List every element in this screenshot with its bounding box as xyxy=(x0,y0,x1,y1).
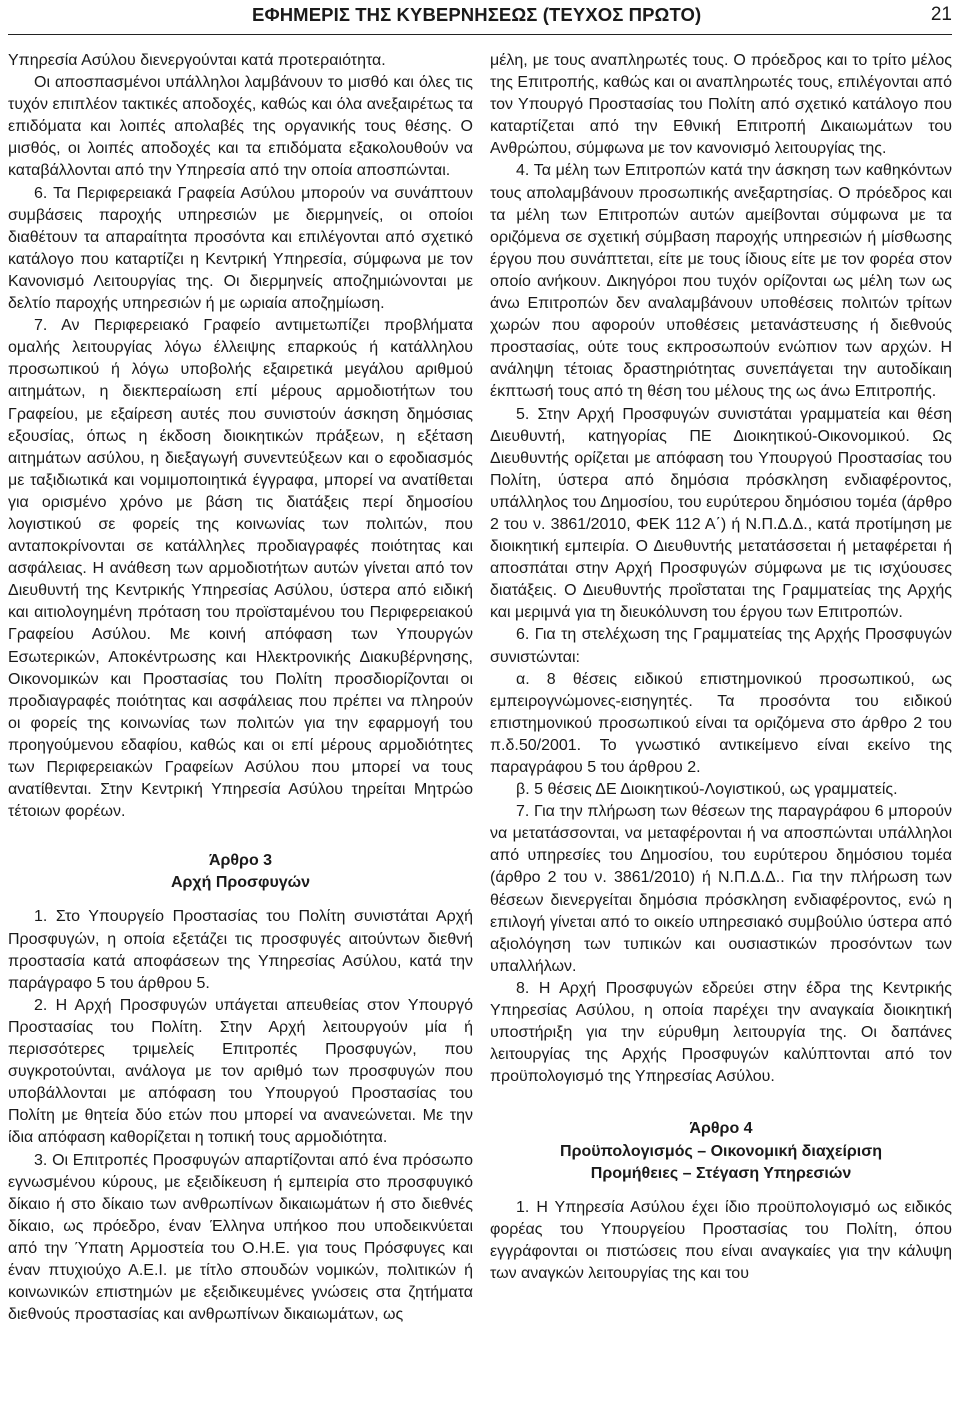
paragraph: 8. Η Αρχή Προσφυγών εδρεύει στην έδρα της Κεντρικής Υπηρεσίας Ασύλου, η οποία παρέχει την αναγκαία διοικητική υποστήριξη για την εύρυθμη λειτουργία της. Οι δαπάνες λειτουργίας της Αρχής Προσφυγών καλύπτονται από τον προϋπολογισμό της Υπηρεσίας Ασύλου. xyxy=(490,979,952,1086)
paragraph: 3. Οι Επιτροπές Προσφυγών απαρτίζονται από ένα πρόσωπο εγνωσμένου κύρους, με εξειδίκευση ή εμπειρία στο προσφυγικό δίκαιο ή στο δίκαιο των ανθρωπίνων δικαιωμάτων ή στο διεθνές δίκαιο, ως πρόεδρο, έναν Έλληνα υπήκοο που υποδεικνύεται από την Ύπατη Αρμοστεία του Ο.Η.Ε. για τους Πρόσφυγες και έναν πτυχιούχο Α.Ε.Ι. με τίτλο σπουδών νομικών, πολιτικών ή κοινωνικών επιστημών με εξειδικευμένες γνώσεις στα ζητήματα διεθνούς προστασίας και ανθρωπίνων δικαιωμάτων, ως xyxy=(8,1151,473,1324)
left-column xyxy=(8,50,473,1326)
right-column xyxy=(490,50,952,1285)
paragraph: 1. Στο Υπουργείο Προστασίας του Πολίτη συνιστάται Αρχή Προσφυγών, η οποία εξετάζει τις προσφυγές αιτούντων διεθνή προστασία κατά αποφάσεων της Υπηρεσίας Ασύλου, κατά την παράγραφο 5 του άρθρου 5. xyxy=(8,908,473,992)
article-4-title-line1: Προϋπολογισμός – Οικονομική διαχείριση xyxy=(560,1142,882,1160)
page-header xyxy=(8,0,952,35)
paragraph: 5. Στην Αρχή Προσφυγών συνιστάται γραμματεία και θέση Διευθυντή, κατηγορίας ΠΕ Διοικητικού-Οικονομικού. Ως Διευθυντής ορίζεται με απόφαση του Υπουργού Προστασίας του Πολίτη, ύστερα από δημόσια πρόσκληση ενδιαφέροντος, υπάλληλος του Δημοσίου, του ευρύτερου δημόσιου τομέα (άρθρο 2 του ν. 3861/2010, ΦΕΚ 112 Α΄) ή Ν.Π.Δ.Δ., κατά προτίμηση με διοικητική εμπειρία. Ο Διευθυντής μετατάσσεται ή μεταφέρεται ή αποσπάται στην Αρχή Προσφυγών σύμφωνα με τις ισχύουσες διατάξεις. Ο Διευθυντής προΐσταται της Γραμματείας της Αρχής και μεριμνά για τη διευκόλυνση του έργου των Επιτροπών. xyxy=(490,405,952,622)
gazette-title: ΕΦΗΜΕΡΙΣ ΤΗΣ ΚΥΒΕΡΝΗΣΕΩΣ (ΤΕΥΧΟΣ ΠΡΩΤΟ) xyxy=(252,4,702,25)
paragraph: Υπηρεσία Ασύλου διενεργούνται κατά προτεραιότητα. xyxy=(8,52,386,69)
article-3-title: Αρχή Προσφυγών xyxy=(170,874,311,892)
paragraph: 1. Η Υπηρεσία Ασύλου έχει ίδιο προϋπολογισμό ως ειδικός φορέας του Υπουργείου Προστασίας του Πολίτη, όπου εγγράφονται οι πιστώσεις που είναι αναγκαίες για την κάλυψη των αναγκών λειτουργίας της και του xyxy=(490,1198,952,1282)
paragraph: 4. Τα μέλη των Επιτροπών κατά την άσκηση των καθηκόντων τους απολαμβάνουν προσωπικής ανεξαρτησίας. Ο πρόεδρος και τα μέλη των Επιτροπών αυτών αμείβονται σύμφωνα με τα οριζόμενα σε σχετική σύμβαση παροχής υπηρεσιών ή μίσθωσης έργου που συνάπτεται, είτε με τους ίδιους είτε με τον φορέα στον οποίο ανήκουν. Δικηγόροι που τυχόν ορίζονται ως μέλη των ως άνω Επιτροπών δεν αναλαμβάνουν υποθέσεις πολιτών τρίτων χωρών που αφορούν υποθέσεις μετανάστευσης ή διεθνούς προστασίας, ούτε τους εκπροσωπούν ενώπιον των αρχών. Η ανάληψη τέτοιας δραστηριότητας συνεπάγεται την αυτοδίκαιη έκπτωσή τους από τη θέση του μέλους της ως άνω Επιτροπής. xyxy=(490,162,952,401)
paragraph: 7. Αν Περιφερειακό Γραφείο αντιμετωπίζει προβλήματα ομαλής λειτουργίας λόγω έλλειψης επαρκούς ή κατάλληλου προσωπικού ή λόγω υποβολής εξαιρετικά μεγάλου αριθμού αιτημάτων, η διεκπεραίωση επί μέρους αρμοδιοτήτων του Γραφείου, με εξαίρεση αυτές που συνιστούν άσκηση δημόσιας εξουσίας, όπως η έκδοση διοικητικών πράξεων, η εξέταση αιτημάτων ασύλου, η διεξαγωγή συνεντεύξεων και ο εφοδιασμός με ταξιδιωτικά και νομιμοποιητικά έγγραφα, μπορεί να ανατίθεται για ορισμένο χρόνο με βάση τις διατάξεις περί δημοσίου λογιστικού σε φορείς της κοινωνίας των πολιτών, που ανταποκρίνονται σε κατάλληλες προδιαγραφές ποιότητας και ασφάλειας. Η ανάθεση των αρμοδιοτήτων αυτών γίνεται από τον Διευθυντή της Κεντρικής Υπηρεσίας Ασύλου, ύστερα από ειδική και αιτιολογημένη πρόταση του προϊσταμένου του Περιφερειακού Γραφείου Ασύλου. Με κοινή απόφαση των Υπουργών Εσωτερικών, Αποκέντρωσης και Ηλεκτρονικής Διακυβέρνησης, Οικονομικών και Προστασίας του Πολίτη προσδιορίζονται οι προδιαγραφές ποιότητας και ασφάλειας που πρέπει να πληρούν οι φορείς της κοινωνίας των πολιτών για την εφαρμογή του προηγούμενου εδαφίου, καθώς και οι επί μέρους αρμοδιότητες των Περιφερειακών Γραφείων Ασύλου που μπορεί να τους ανατίθενται. Στην Κεντρική Υπηρεσία Ασύλου τηρείται Μητρώο τέτοιων φορέων. xyxy=(8,317,473,821)
article-3-number: Άρθρο 3 xyxy=(208,852,273,870)
paragraph: β. 5 θέσεις ΔΕ Διοικητικού-Λογιστικού, ως γραμματείς. xyxy=(516,781,898,799)
article-4-title-line2: Προμήθειες – Στέγαση Υπηρεσιών xyxy=(590,1164,852,1182)
paragraph: 7. Για την πλήρωση των θέσεων της παραγράφου 6 μπορούν να μετατάσσονται, να μεταφέρονται ή να αποσπώνται υπάλληλοι από υπηρεσίες του Δημοσίου, του ευρύτερου δημόσιου τομέα (άρθρο 2 του ν. 3861/2010) ή Ν.Π.Δ.Δ.. Για την πλήρωση των θέσεων διενεργείται δημόσια πρόσκληση ενδιαφέροντος, ενώ η επιλογή γίνεται από το οικείο υπηρεσιακό συμβούλιο ύστερα από αξιολόγηση των τυπικών και ουσιαστικών προσόντων των υπαλλήλων. xyxy=(490,803,952,975)
paragraph: α. 8 θέσεις ειδικού επιστημονικού προσωπικού, ως εμπειρογνώμονες-εισηγητές. Τα προσόντα του ειδικού επιστημονικού προσωπικού είναι τα οριζόμενα στο άρθρο 2 του π.δ.50/2001. Το γνωστικό αντικείμενο είναι εκείνο της παραγράφου 5 του άρθρου 2. xyxy=(490,670,952,776)
paragraph: 6. Για τη στελέχωση της Γραμματείας της Αρχής Προσφυγών συνιστώνται: xyxy=(490,626,952,666)
article-4-number: Άρθρο 4 xyxy=(689,1120,753,1138)
page-number: 21 xyxy=(930,4,952,25)
paragraph: 6. Τα Περιφερειακά Γραφεία Ασύλου μπορούν να συνάπτουν συμβάσεις παροχής υπηρεσιών με διερμηνείς, οι οποίοι διαθέτουν τα απαραίτητα προσόντα και επιλέγονται από σχετικό κατάλογο που καταρτίζει η Κεντρική Υπηρεσία, σύμφωνα με τον Κανονισμό Λειτουργίας της. Οι διερμηνείς αποζημιώνονται με δελτίο παροχής υπηρεσιών ή με ωριαία αποζημίωση. xyxy=(8,184,473,313)
paragraph: 2. Η Αρχή Προσφυγών υπάγεται απευθείας στον Υπουργό Προστασίας του Πολίτη. Στην Αρχή λειτουργούν μία ή περισσότερες τριμελείς Επιτροπές Προσφυγών, που συγκροτούνται, ανάλογα με τον αριθμό των προσφυγών που υποβάλλονται με απόφαση του Υπουργού Προστασίας του Πολίτη με θητεία δύο ετών που μπορεί να ανανεώνεται. Με την ίδια απόφαση καθορίζεται η τοπική τους αρμοδιότητα. xyxy=(8,996,473,1147)
paragraph: μέλη, με τους αναπληρωτές τους. Ο πρόεδρος και το τρίτο μέλος της Επιτροπής, καθώς και οι αναπληρωτές τους, επιλέγονται από τον Υπουργό Προστασίας του Πολίτη από σχετικό κατάλογο που καταρτίζεται από την Εθνική Επιτροπή Δικαιωμάτων του Ανθρώπου, σύμφωνα με τον κανονισμό λειτουργίας της. xyxy=(490,52,952,158)
paragraph: Οι αποσπασμένοι υπάλληλοι λαμβάνουν το μισθό και όλες τις τυχόν επιπλέον τακτικές αποδοχές, καθώς και όλα ανεξαιρέτως τα επιδόματα και λοιπές απολαβές της οργανικής τους θέσης. Ο μισθός, οι λοιπές αποδοχές και τα επιδόματα εξακολουθούν να καταβάλλονται από την Υπηρεσία από την οποία αποσπώνται. xyxy=(8,74,473,180)
